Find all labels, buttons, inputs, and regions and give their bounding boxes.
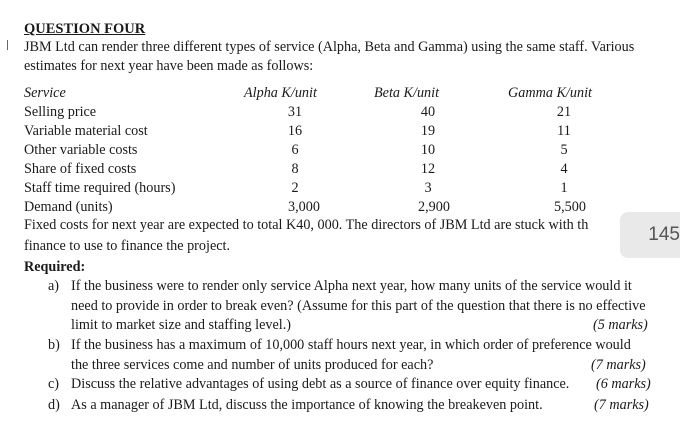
row-variable-material-beta: 19 [420,123,436,139]
question-d-line-1: As a manager of JBM Ltd, discuss the importance of knowing the breakeven point. [71,397,543,413]
row-variable-material-alpha: 16 [287,123,303,139]
row-selling-price-gamma: 21 [556,104,572,120]
row-other-variable-alpha: 6 [291,142,299,158]
question-c-letter: c) [48,376,60,392]
question-c-line-1: Discuss the relative advantages of using debt as a source of finance over equity finance. [71,376,570,392]
row-other-variable-beta: 10 [420,142,436,158]
row-staff-time-beta: 3 [424,180,432,196]
row-share-fixed-alpha: 8 [291,161,299,177]
row-demand-alpha: 3,000 [288,199,320,215]
table-header-gamma: Gamma K/unit [508,85,592,101]
question-c-marks: (6 marks) [596,376,651,392]
question-b-marks: (7 marks) [591,357,646,373]
question-a-marks: (5 marks) [593,317,648,333]
question-b-letter: b) [48,337,60,353]
row-label-selling-price: Selling price [24,104,97,120]
question-a-line-3: limit to market size and staffing level.) [71,317,291,333]
row-label-share-fixed: Share of fixed costs [24,161,137,177]
page-number-label: 145 [648,224,680,245]
question-b-line-1: If the business has a maximum of 10,000 staff hours next year, in which order of preference would [71,337,631,353]
page-number-tab[interactable] [620,212,680,258]
row-other-variable-gamma: 5 [560,142,568,158]
required-heading: Required: [24,259,86,275]
intro-line-1: JBM Ltd can render three different types of service (Alpha, Beta and Gamma) using the same staff. Various [24,39,635,55]
question-d-marks: (7 marks) [594,397,649,413]
row-label-staff-time: Staff time required (hours) [24,180,176,196]
question-title: QUESTION FOUR [24,21,146,37]
row-selling-price-alpha: 31 [287,104,303,120]
row-demand-gamma: 5,500 [554,199,586,215]
row-label-variable-material: Variable material cost [24,123,148,139]
question-a-line-1: If the business were to render only service Alpha next year, how many units of the service would it [71,278,632,294]
row-share-fixed-beta: 12 [420,161,436,177]
fixed-costs-line-1: Fixed costs for next year are expected to total K40, 000. The directors of JBM Ltd are stuck with th [24,217,589,233]
margin-rule [7,40,8,50]
question-a-letter: a) [48,278,60,294]
row-label-other-variable: Other variable costs [24,142,138,158]
question-a-line-2: need to provide in order to break even? (Assume for this part of the question that there is no effective [71,298,646,314]
row-variable-material-gamma: 11 [557,123,571,139]
fixed-costs-line-2: finance to use to finance the project. [24,238,231,254]
row-staff-time-alpha: 2 [291,180,299,196]
row-demand-beta: 2,900 [418,199,450,215]
table-header-alpha: Alpha K/unit [244,85,317,101]
table-header-service: Service [24,85,66,101]
table-header-beta: Beta K/unit [374,85,440,101]
row-label-demand: Demand (units) [24,199,113,215]
question-d-letter: d) [48,397,60,413]
question-b-line-2: the three services come and number of units produced for each? [71,357,434,373]
row-staff-time-gamma: 1 [560,180,568,196]
row-selling-price-beta: 40 [420,104,436,120]
intro-line-2: estimates for next year have been made as follows: [24,58,314,74]
row-share-fixed-gamma: 4 [560,161,568,177]
